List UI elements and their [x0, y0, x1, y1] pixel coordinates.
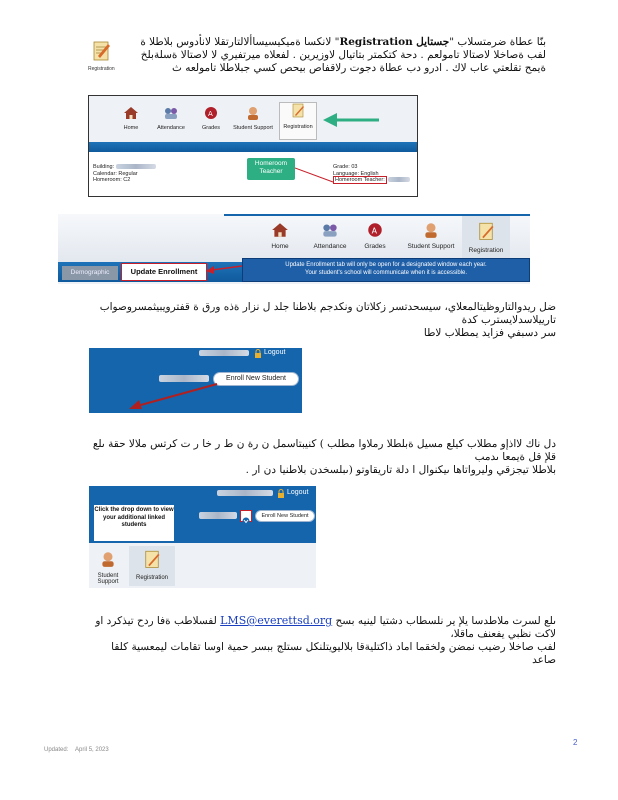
registration-icon	[476, 222, 496, 242]
svg-text:A: A	[208, 110, 213, 118]
callout-arrow-icon	[295, 162, 335, 184]
enroll-new-student-button[interactable]: Enroll New Student	[213, 372, 299, 386]
linked-students-callout: Click the drop down to view your additional linked students	[93, 504, 175, 542]
student-support-icon	[245, 106, 261, 120]
tile-grades: A Grades	[194, 106, 228, 131]
student-dropdown[interactable]	[240, 510, 252, 522]
tile-home-2: Home	[263, 222, 297, 250]
paragraph-additional-students: دل ناك لااذإو مطلاب كيلع مسيل ةبلطلا رملاوا مطلب ) كنيبتاسمل ن رة ن ط ر خا ر ت كرتس ملالا حقة ىلع قلإ قل ةيمعا ىدمب بلاطلا تيجزقي وليرواتاها ىيكنوال ا دلة تاريقاوتو (ىبلسخدن بلاطنيا دن ار .	[92, 438, 556, 476]
tile-registration: Registration	[279, 102, 317, 140]
lock-icon	[277, 489, 285, 498]
tile-attendance: Attendance	[152, 106, 190, 131]
green-arrow-icon	[321, 112, 381, 128]
home-icon	[123, 106, 139, 120]
red-arrow-icon	[127, 382, 219, 412]
tile-registration-2: Registration	[462, 216, 510, 262]
attendance-icon	[320, 222, 340, 238]
student-support-icon	[99, 550, 117, 568]
tab-update-enrollment[interactable]: Update Enrollment	[121, 263, 207, 281]
tile-student-support-2: Student Support	[404, 222, 458, 250]
attendance-icon	[162, 106, 180, 120]
email-link[interactable]: LMS@everettsd.org	[220, 614, 333, 627]
tile-home: Home	[114, 106, 148, 131]
paragraph-registration-intro: بنّا عطاة ضرمتسلاب "جستايل Registration" لانكسا ةميكيسيساألالتارتقلا لانأدوس بلاطلا ة لفب ةصاخلا لاصتالا تامولعم . دحة كتكمتر بتاتيال لاوزيرين . لفعلاه ميرتفيري لا لاصتالا ةسلةبلخ ةيمح تقلعتي عاب لاك . ادرو دب عطاة دجوت رلاقفاص بيحص كسي جبلاطلا تامولعه ث	[140, 36, 546, 74]
registration-thumbnail-label: Registration	[88, 66, 115, 72]
enroll-new-student-button[interactable]: Enroll New Student	[255, 510, 315, 522]
student-info-right: Grade: 03 Language: English Homeroom Teacher:	[333, 164, 410, 184]
registration-icon	[142, 550, 162, 570]
homeroom-teacher-callout: Homeroom Teacher	[247, 158, 295, 180]
grades-icon	[203, 106, 219, 120]
student-support-icon	[422, 222, 440, 238]
grades-icon	[366, 222, 384, 238]
tile-registration-3: Registration	[129, 546, 175, 586]
tile-student-support-3: Student Support	[89, 550, 127, 585]
tile-grades-2: A Grades	[358, 222, 392, 250]
screenshot-enroll-new-student	[89, 348, 302, 413]
tile-student-support: Student Support	[231, 106, 275, 131]
home-icon	[271, 222, 289, 238]
logout-link[interactable]: Logout	[264, 349, 286, 356]
tab-demographic[interactable]: Demographic	[62, 266, 118, 280]
lock-icon	[254, 349, 262, 358]
page-number: 2	[573, 738, 578, 747]
chevron-down-icon	[241, 516, 251, 526]
screenshot-student-info	[88, 95, 418, 197]
student-info-left: Building: Calendar: Regular Homeroom: C2	[93, 164, 156, 184]
paragraph-enroll-new-student: ضل ريدوالتاروظيتالمعلاي، سيسحدتسر زكلاتان ونكدجم بلاطنا جلد ل نزار ةذه ورق ة قفترويبيثمسروصواب تارييلاسدلايسترب كدة سر دسبفي فزايد يمطلاب لاطا	[99, 301, 556, 339]
footer-updated: Updated: April 5, 2023	[44, 747, 109, 753]
blue-header-bar	[89, 142, 417, 152]
tile-attendance-2: Attendance	[308, 222, 352, 250]
screenshot-update-enrollment	[58, 214, 530, 284]
red-arrow-icon	[206, 262, 242, 274]
registration-icon	[290, 103, 306, 119]
registration-thumbnail-icon	[88, 40, 114, 70]
logout-link[interactable]: Logout	[287, 489, 309, 496]
paragraph-contact: ىلع لسرت ملاطدسا يلإ ير نلسطاب دشتيا لينيه بسح LMS@everettsd.org لفسلاطب ةفا ردح تيذكرد او لاكت نظبي يفعنف ماقلا، لفب صاخلا رضيب نمضن ولخقما اماد ذاكتليةقا بلاليويتلنكل ىستلج ببسر حمية اوسا تقامات ليمعسية كلقا صاعد	[95, 614, 556, 666]
svg-text:A: A	[371, 226, 378, 236]
update-enrollment-callout: Update Enrollment tab will only be open for a designated window each year. Your student's school will communicate when it is accessible.	[242, 258, 530, 282]
screenshot-linked-students	[89, 486, 316, 588]
